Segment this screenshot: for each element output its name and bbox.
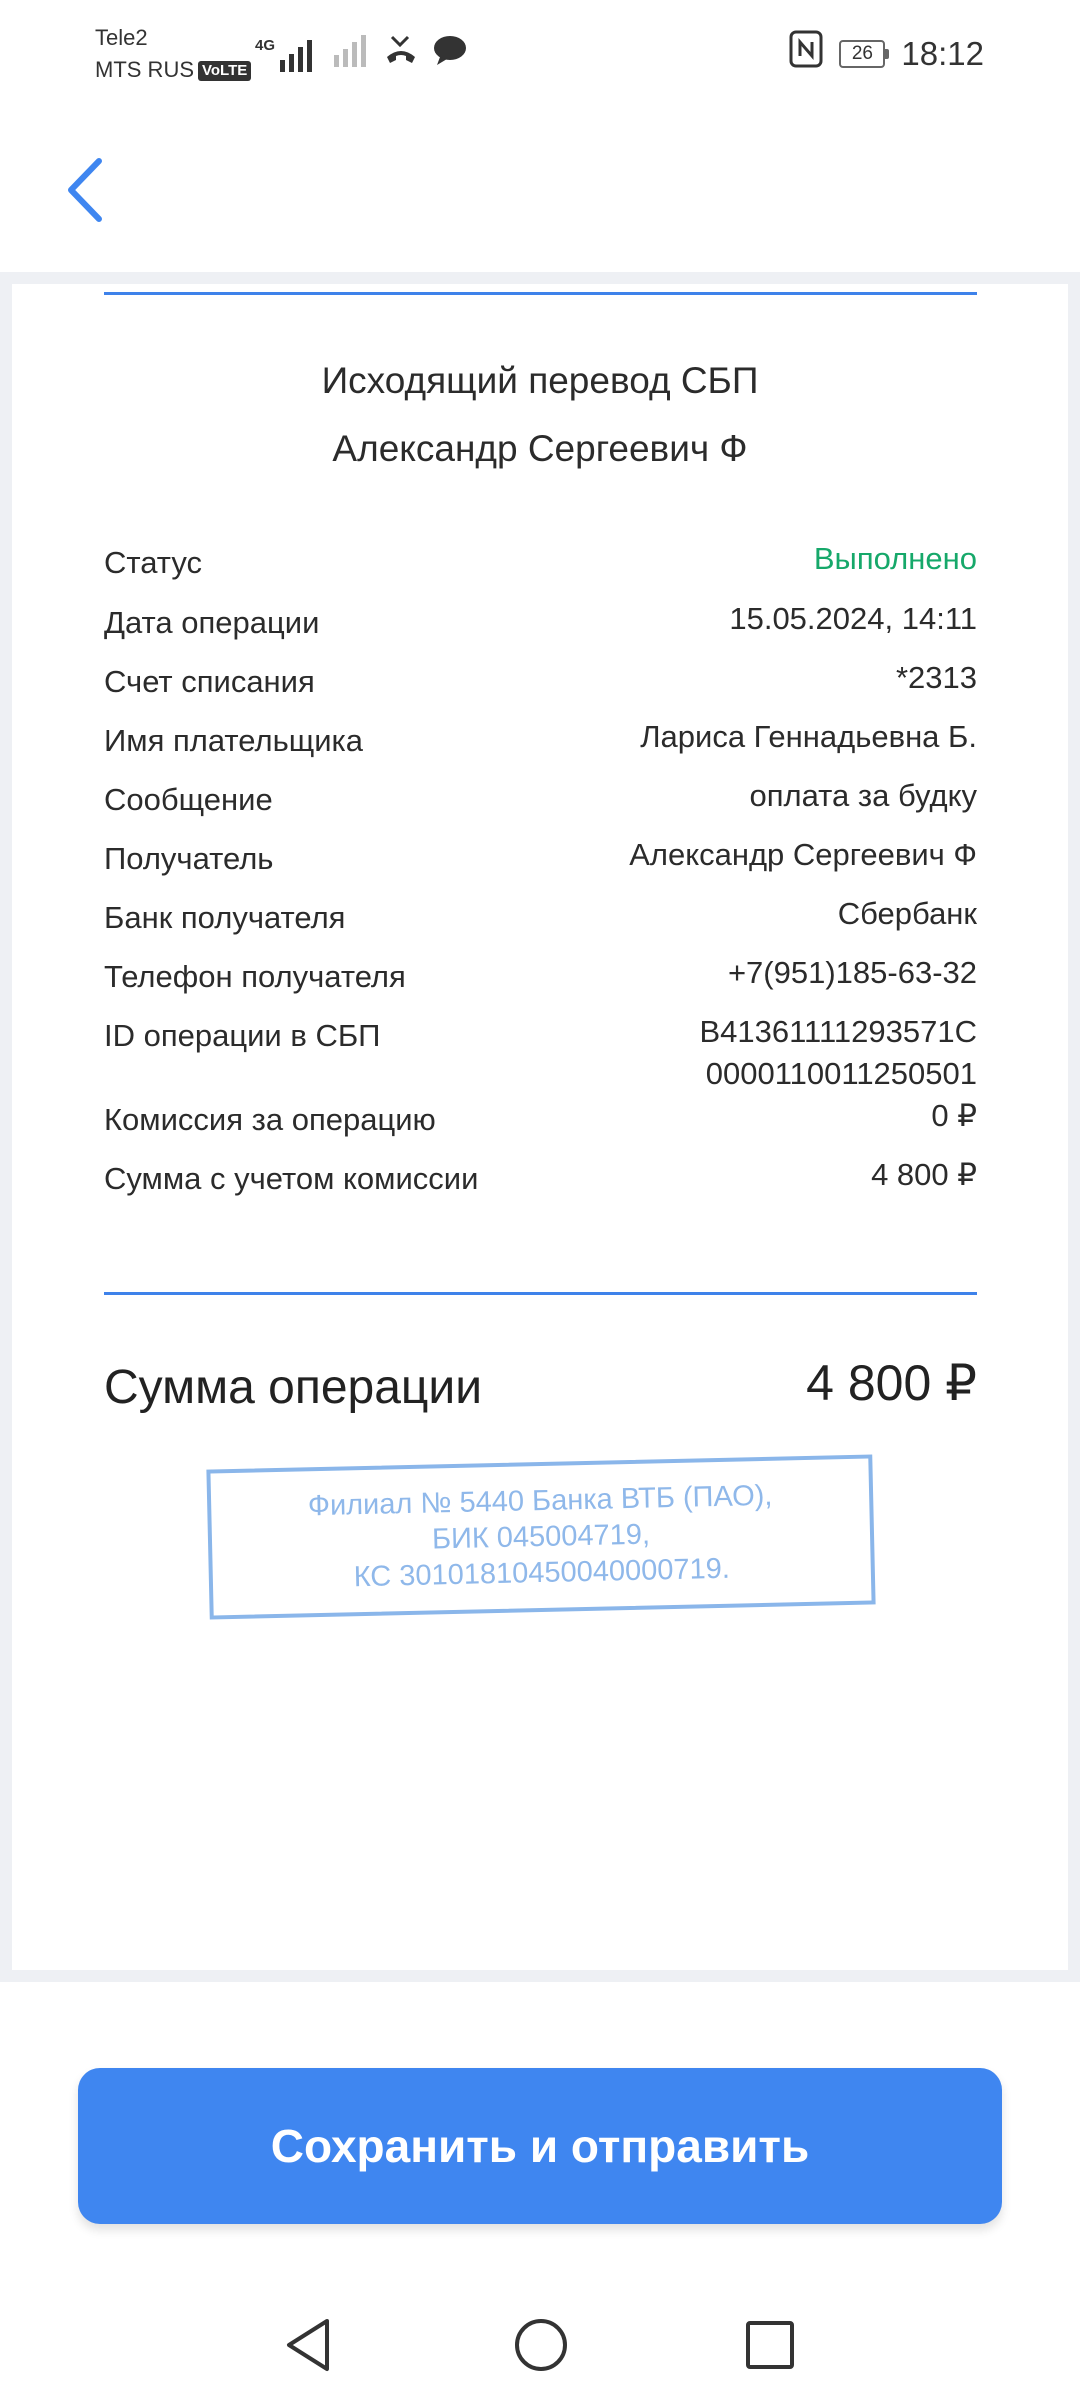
stamp-line: БИК 045004719, bbox=[431, 1518, 651, 1556]
row-value: Александр Сергеевич Ф bbox=[629, 837, 977, 872]
network-type: 4G bbox=[255, 37, 276, 54]
status-bar bbox=[0, 0, 1080, 100]
row-label: Сумма с учетом комиссии bbox=[104, 1161, 479, 1196]
row-value: оплата за будку bbox=[749, 778, 977, 813]
receipt-card bbox=[12, 284, 1068, 1970]
row-value: 4 800 ₽ bbox=[871, 1157, 977, 1192]
nfc-icon bbox=[789, 30, 823, 77]
missed-call-icon bbox=[384, 33, 418, 72]
save-and-send-button[interactable]: Сохранить и отправить bbox=[78, 2068, 1002, 2224]
row-value: 15.05.2024, 14:11 bbox=[729, 601, 977, 636]
row-value: *2313 bbox=[895, 660, 977, 695]
row-label: Имя плательщика bbox=[104, 723, 364, 758]
receipt-title: Исходящий перевод СБП bbox=[321, 360, 759, 401]
row-value: Лариса Геннадьевна Б. bbox=[640, 719, 977, 754]
total-value: 4 800 ₽ bbox=[806, 1355, 977, 1411]
row-label: Сообщение bbox=[104, 782, 273, 817]
sbp-id-line-2: 0000110011250501 bbox=[705, 1056, 977, 1091]
total-label: Сумма операции bbox=[104, 1361, 483, 1414]
back-button[interactable] bbox=[50, 145, 120, 235]
bank-stamp bbox=[206, 1454, 875, 1619]
chevron-left-icon bbox=[65, 157, 105, 223]
row-label: Дата операции bbox=[104, 605, 320, 640]
square-recents-icon bbox=[744, 2319, 796, 2371]
row-value bbox=[699, 1011, 977, 1095]
battery-icon: 26 bbox=[839, 40, 885, 68]
signal-4g-icon bbox=[255, 38, 318, 72]
clock: 18:12 bbox=[901, 34, 984, 72]
signal-weak-icon bbox=[332, 33, 370, 72]
row-value: Сбербанк bbox=[837, 896, 977, 931]
sbp-id-line-1: B41361111293571C bbox=[699, 1014, 977, 1049]
row-label: Получатель bbox=[104, 841, 274, 876]
message-icon bbox=[432, 33, 468, 72]
nav-recents-button[interactable] bbox=[735, 2310, 805, 2380]
row-label: Статус bbox=[104, 545, 202, 580]
bottom-divider bbox=[104, 1292, 977, 1295]
row-label: Банк получателя bbox=[104, 900, 346, 935]
triangle-back-icon bbox=[283, 2317, 333, 2373]
row-value: 0 ₽ bbox=[931, 1098, 977, 1133]
nav-home-button[interactable] bbox=[506, 2310, 576, 2380]
status-icons-right bbox=[789, 30, 984, 77]
row-value: +7(951)185-63-32 bbox=[727, 955, 977, 990]
circle-home-icon bbox=[513, 2317, 569, 2373]
receipt-recipient: Александр Сергеевич Ф bbox=[332, 428, 748, 469]
stamp-line: КС 30101810450040000719. bbox=[353, 1552, 731, 1594]
volte-badge: VoLTE bbox=[198, 61, 251, 81]
row-label: Телефон получателя bbox=[104, 959, 406, 994]
row-label: ID операции в СБП bbox=[104, 1018, 381, 1053]
stamp-line: Филиал № 5440 Банка ВТБ (ПАО), bbox=[307, 1479, 773, 1523]
header bbox=[0, 100, 1080, 275]
nav-back-button[interactable] bbox=[273, 2310, 343, 2380]
row-label: Комиссия за операцию bbox=[104, 1102, 436, 1137]
top-divider bbox=[104, 292, 977, 295]
system-nav-bar bbox=[0, 2290, 1080, 2400]
carrier-1: Tele2 bbox=[95, 25, 148, 50]
status-value: Выполнено bbox=[813, 541, 977, 576]
status-icons-left bbox=[255, 32, 468, 72]
row-label: Счет списания bbox=[104, 664, 315, 699]
carrier-2: MTS RUS bbox=[95, 57, 194, 82]
carrier-info bbox=[95, 22, 251, 86]
